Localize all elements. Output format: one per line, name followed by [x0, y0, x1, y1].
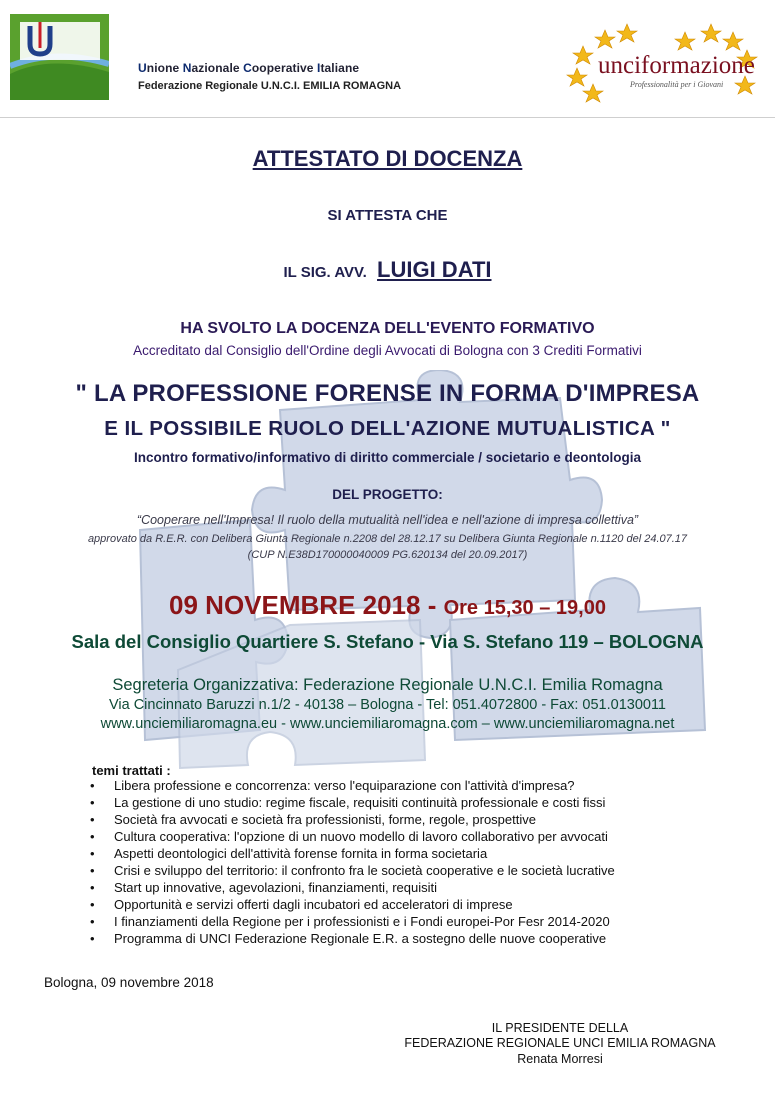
list-item: • I finanziamenti della Regione per i professionisti e i Fondi europei-Por Fesr 2014-2020 — [90, 914, 610, 929]
list-item: • La gestione di uno studio: regime fiscale, requisiti continuità professionale e costi fissi — [90, 795, 606, 810]
list-item: • Programma di UNCI Federazione Regionale E.R. a sostegno delle nuove cooperative — [90, 931, 607, 946]
place-and-date: Bologna, 09 novembre 2018 — [44, 975, 214, 990]
event-title-line-2: E IL POSSIBILE RUOLO DELL'AZIONE MUTUALISTICA " — [104, 417, 671, 440]
list-item: • Crisi e sviluppo del territorio: il confronto fra le società cooperative e le società lucrative — [90, 863, 615, 878]
topics-list — [90, 777, 615, 947]
signature-name: Renata Morresi — [517, 1052, 603, 1066]
person-prefix: IL SIG. AVV. — [283, 264, 367, 281]
organizer-websites: www.unciemiliaromagna.eu - www.unciemiliaromagna.com – www.unciemiliaromagna.net — [100, 716, 675, 732]
logo-tagline: Professionalità per i Giovani — [630, 80, 724, 89]
project-cup: (CUP N.E38D170000040009 PG.620134 del 20.09.2017) — [247, 549, 528, 561]
accreditation-line: Accreditato dal Consiglio dell'Ordine degli Avvocati di Bologna con 3 Crediti Formativi — [133, 343, 642, 358]
event-date: 09 NOVEMBRE 2018 - — [169, 590, 444, 620]
event-time: Ore 15,30 – 19,00 — [443, 597, 606, 619]
svolto-line: HA SVOLTO LA DOCENZA DELL'EVENTO FORMATIVO — [180, 320, 595, 337]
project-quote: “Cooperare nell'Impresa! Il ruolo della mutualità nell'idea e nell'azione di impresa collettiva” — [136, 513, 639, 527]
org-name: Unione Nazionale Cooperative Italiane — [138, 61, 360, 75]
list-item: • Opportunità e servizi offerti dagli incubatori ed acceleratori di imprese — [90, 897, 513, 912]
list-item: • Aspetti deontologici dell'attività forense fornita in forma societaria — [90, 846, 488, 861]
person-line — [0, 257, 775, 283]
event-title-line-1: " LA PROFESSIONE FORENSE IN FORMA D'IMPRESA — [75, 380, 700, 407]
organizer-line: Segreteria Organizzativa: Federazione Regionale U.N.C.I. Emilia Romagna — [112, 676, 663, 694]
header-divider — [0, 117, 775, 118]
event-venue: Sala del Consiglio Quartiere S. Stefano - Via S. Stefano 119 – BOLOGNA — [71, 631, 704, 652]
attesta-line: SI ATTESTA CHE — [327, 207, 448, 224]
event-subtitle: Incontro formativo/informativo di diritto commerciale / societario e deontologia — [133, 450, 642, 465]
person-name: LUIGI DATI — [377, 257, 492, 282]
org-subtitle: Federazione Regionale U.N.C.I. EMILIA ROMAGNA — [138, 80, 402, 92]
list-item: • Cultura cooperativa: l'opzione di un nuovo modello di lavoro collaborativo per avvocati — [90, 829, 608, 844]
organizer-address: Via Cincinnato Baruzzi n.1/2 - 40138 – Bologna - Tel: 051.4072800 - Fax: 051.0130011 — [108, 697, 667, 713]
list-item: • Società fra avvocati e società fra professionisti, forme, regole, prospettive — [90, 812, 536, 827]
signature-organization: FEDERAZIONE REGIONALE UNCI EMILIA ROMAGNA — [404, 1036, 716, 1050]
signature-role: IL PRESIDENTE DELLA — [491, 1021, 629, 1035]
project-approval: approvato da R.E.R. con Delibera Giunta Regionale n.2208 del 28.12.17 su Delibera Giunta Regionale n.1120 del 24.07.17 — [87, 533, 688, 545]
logo-wordmark: unciformazione — [598, 52, 755, 79]
project-label: DEL PROGETTO: — [332, 487, 443, 502]
list-item: • Start up innovative, agevolazioni, finanziamenti, requisiti — [90, 880, 438, 895]
document-title: ATTESTATO DI DOCENZA — [252, 146, 523, 171]
topics-label: temi trattati : — [92, 763, 171, 778]
unci-logo — [10, 14, 109, 100]
list-item: • Libera professione e concorrenza: verso l'equiparazione con l'attività d'impresa? — [90, 778, 575, 793]
event-date-line — [0, 590, 775, 621]
